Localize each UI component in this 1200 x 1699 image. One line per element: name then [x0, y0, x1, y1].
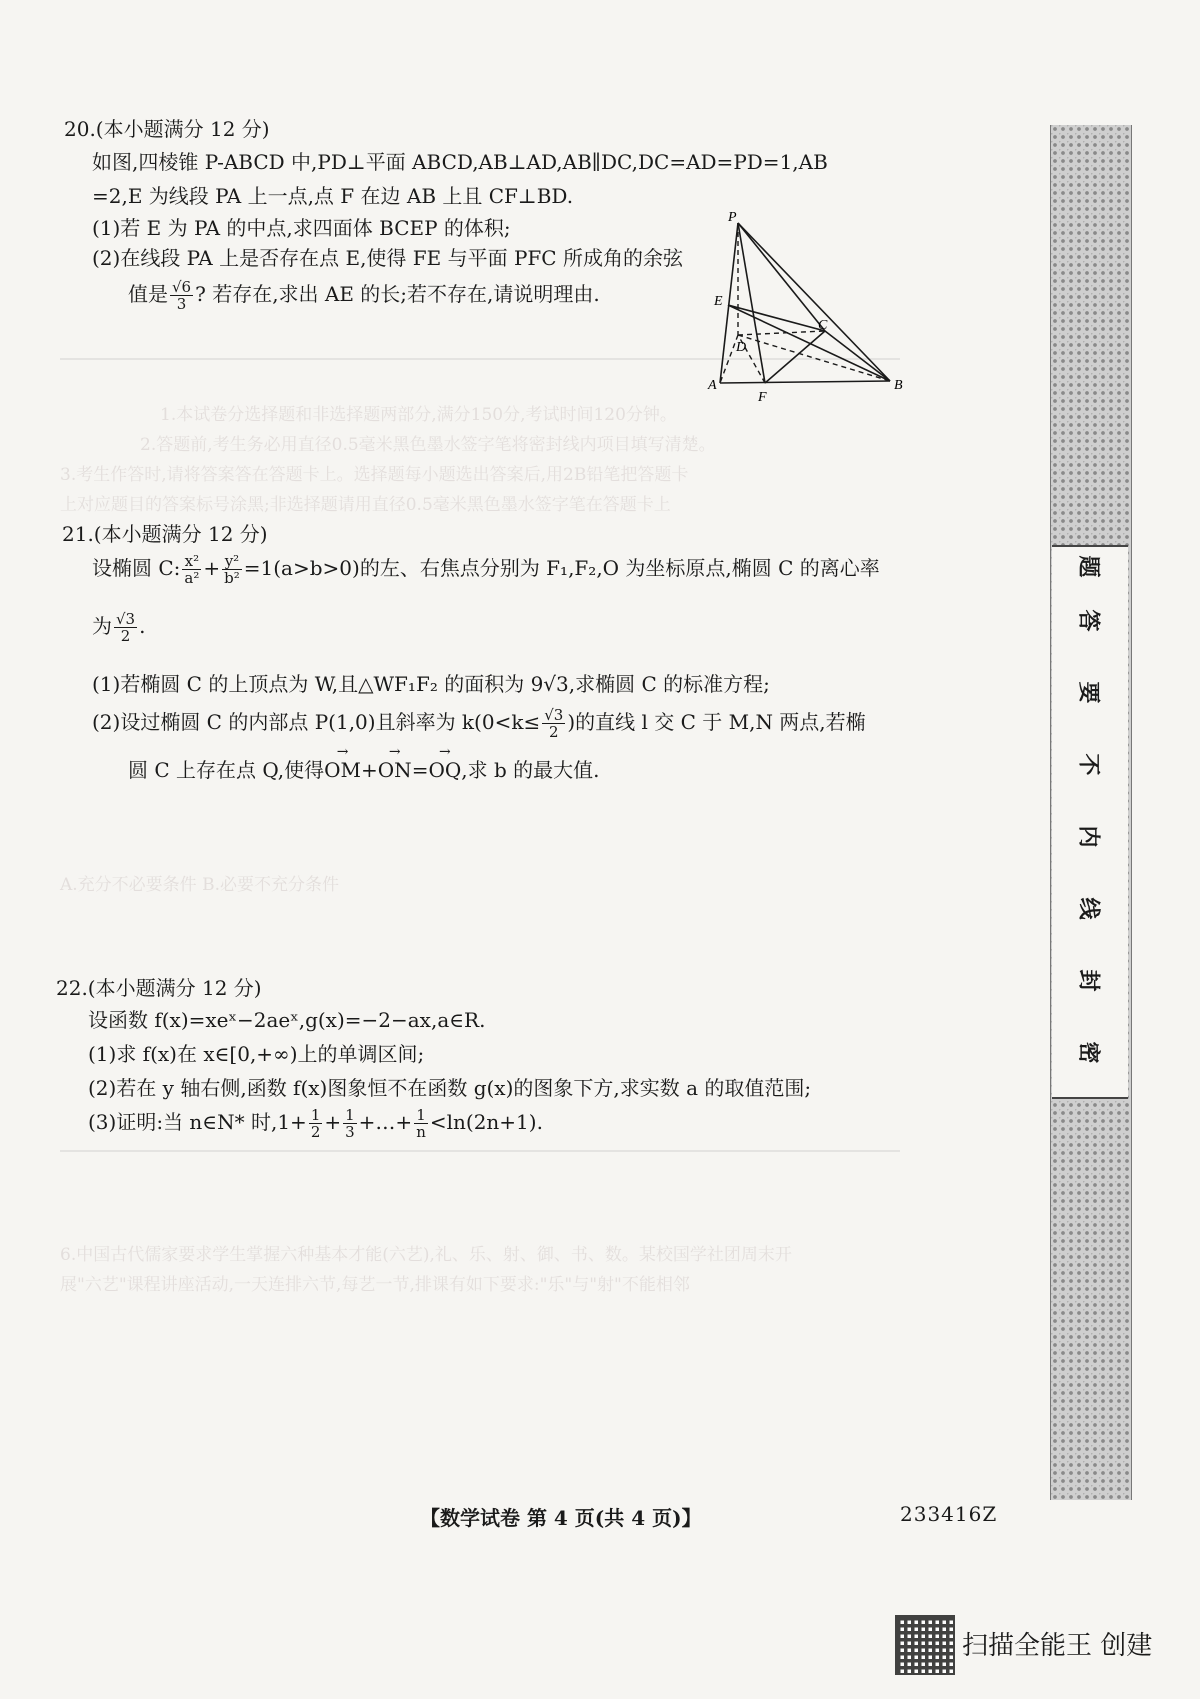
bleed-text: 1.本试卷分选择题和非选择题两部分,满分150分,考试时间120分钟。: [160, 405, 677, 425]
scanner-watermark: 扫描全能王 创建: [962, 1631, 1153, 1661]
seal-char: 内: [1075, 825, 1102, 848]
seal-notice-box: [1052, 545, 1128, 1099]
bleed-text: 上对应题目的答案标号涂黑;非选择题请用直径0.5毫米黑色墨水签字笔在答题卡上: [60, 495, 671, 515]
fraction-numerator: 1: [414, 1107, 428, 1125]
fraction-denominator: 2: [120, 627, 131, 645]
q21-part1: (1)若椭圆 C 的上顶点为 W,且△WF₁F₂ 的面积为 9√3,求椭圆 C 的标准方程;: [92, 672, 770, 696]
period: .: [139, 614, 146, 638]
bleed-text: 3.考生作答时,请将答案答在答题卡上。选择题每小题选出答案后,用2B铅笔把答题卡: [60, 465, 689, 485]
q20-heading: 20.(本小题满分 12 分): [64, 117, 270, 141]
seal-char: 封: [1075, 969, 1102, 992]
exam-code: 233416Z: [900, 1502, 998, 1526]
seal-char: 题: [1075, 555, 1102, 578]
qr-code-icon: [895, 1615, 955, 1675]
q21-stem-pre: 设椭圆 C:: [92, 556, 181, 580]
seal-char: 要: [1075, 681, 1102, 704]
label-D: D: [736, 340, 747, 355]
fraction-denominator: 3: [176, 295, 187, 313]
fraction-denominator: n: [416, 1123, 426, 1141]
bleed-text: 展"六艺"课程讲座活动,一天连排六节,每艺一节,排课有如下要求:"乐"与"射"不能相邻: [60, 1275, 690, 1295]
q20-stem-line1: 如图,四棱锥 P-ABCD 中,PD⊥平面 ABCD,AB⊥AD,AB∥DC,DC=AD=PD=1,AB: [92, 150, 828, 174]
bleed-text: A.充分不必要条件 B.必要不充分条件: [60, 875, 339, 895]
q21-ecc-pre: 为: [92, 614, 112, 638]
seal-char: 线: [1075, 897, 1102, 920]
label-P: P: [728, 210, 737, 225]
fraction-numerator: 1: [345, 1105, 355, 1124]
vector-on: → ON: [378, 758, 412, 782]
q20-part2-cont: [128, 278, 600, 313]
fraction-1-over-3: [343, 1107, 357, 1141]
plus-sign: +: [324, 1110, 342, 1134]
fraction-sqrt3-over-2: [114, 611, 137, 645]
q22-part3: [88, 1106, 543, 1141]
q22-part3-post: <ln(2n+1).: [429, 1110, 543, 1134]
equals-sign: =: [411, 758, 429, 782]
q21-part2b-post: ,求 b 的最大值.: [461, 758, 600, 782]
q20-part2: (2)在线段 PA 上是否存在点 E,使得 FE 与平面 PFC 所成角的余弦: [92, 246, 683, 270]
fraction-denominator: a²: [184, 569, 200, 587]
q20-part2-cont-post: ? 若存在,求出 AE 的长;若不存在,请说明理由.: [195, 282, 600, 306]
q22-part1: (1)求 f(x)在 x∈[0,+∞)上的单调区间;: [88, 1042, 425, 1066]
bleed-text: 2.答题前,考生务必用直径0.5毫米黑色墨水签字笔将密封线内项目填写清楚。: [140, 435, 716, 455]
vector-om: → OM: [324, 758, 361, 782]
bleed-rule: [60, 1150, 900, 1152]
label-E: E: [714, 294, 723, 309]
fraction-denominator: 3: [345, 1123, 355, 1141]
fraction-denominator: 2: [310, 1123, 321, 1141]
fraction-numerator: x²: [182, 553, 201, 571]
q21-stem-post: =1(a>b>0)的左、右焦点分别为 F₁,F₂,O 为坐标原点,椭圆 C 的离心率: [243, 556, 880, 580]
fraction-numerator: √6: [172, 277, 192, 296]
plus-sign: +: [203, 556, 221, 580]
q22-heading: 22.(本小题满分 12 分): [56, 976, 262, 1000]
fraction-denominator: b²: [224, 569, 240, 587]
q20-part2-cont-pre: 值是: [128, 282, 168, 306]
q21-part2-post: )的直线 l 交 C 于 M,N 两点,若椭: [567, 710, 866, 734]
fraction-numerator: √3: [544, 705, 564, 724]
fraction-1-over-n: [414, 1107, 428, 1141]
q20-stem-line2: =2,E 为线段 PA 上一点,点 F 在边 AB 上且 CF⊥BD.: [92, 184, 574, 208]
label-F: F: [758, 390, 767, 405]
fraction-numerator: y²: [222, 553, 242, 571]
pyramid-figure: [700, 205, 915, 405]
q22-part3-pre: (3)证明:当 n∈N* 时,1+: [88, 1110, 307, 1134]
seal-char: 不: [1075, 753, 1102, 776]
fraction-y2-over-b2: [222, 553, 242, 587]
seal-char: 答: [1075, 609, 1102, 632]
bleed-text: 6.中国古代儒家要求学生掌握六种基本才能(六艺),礼、乐、射、御、书、数。某校国学社团周末开: [60, 1245, 792, 1265]
fraction-sqrt3-over-2: [542, 707, 565, 741]
q20-part1: (1)若 E 为 PA 的中点,求四面体 BCEP 的体积;: [92, 216, 511, 240]
fraction-sqrt6-over-3: [170, 279, 193, 313]
label-C: C: [818, 318, 828, 333]
fraction-numerator: √3: [116, 609, 136, 628]
q22-part2: (2)若在 y 轴右侧,函数 f(x)图象恒不在函数 g(x)的图象下方,求实数 a 的取值范围;: [88, 1076, 812, 1100]
q21-part2: [92, 706, 866, 741]
q22-stem: 设函数 f(x)=xeˣ−2aeˣ,g(x)=−2−ax,a∈R.: [88, 1008, 486, 1032]
q21-stem-line2: [92, 610, 145, 645]
q21-stem-line1: [92, 552, 880, 587]
plus-sign: +: [361, 758, 378, 782]
fraction-1-over-2: [309, 1107, 323, 1141]
fraction-denominator: 2: [549, 723, 559, 741]
label-A: A: [708, 378, 717, 393]
ellipsis-sum: +…+: [358, 1110, 413, 1134]
page-footer: 【数学试卷 第 4 页(共 4 页)】: [420, 1506, 702, 1530]
q21-heading: 21.(本小题满分 12 分): [62, 522, 268, 546]
fraction-numerator: 1: [310, 1105, 321, 1124]
label-B: B: [894, 378, 903, 393]
seal-char: 密: [1075, 1041, 1102, 1064]
q21-part2b-pre: 圆 C 上存在点 Q,使得: [128, 758, 325, 782]
q21-part2-cont: [128, 754, 599, 783]
vector-oq: → OQ: [428, 758, 461, 782]
fraction-x2-over-a2: [182, 553, 201, 587]
q21-part2-pre: (2)设过椭圆 C 的内部点 P(1,0)且斜率为 k(0<k≤: [92, 710, 541, 734]
